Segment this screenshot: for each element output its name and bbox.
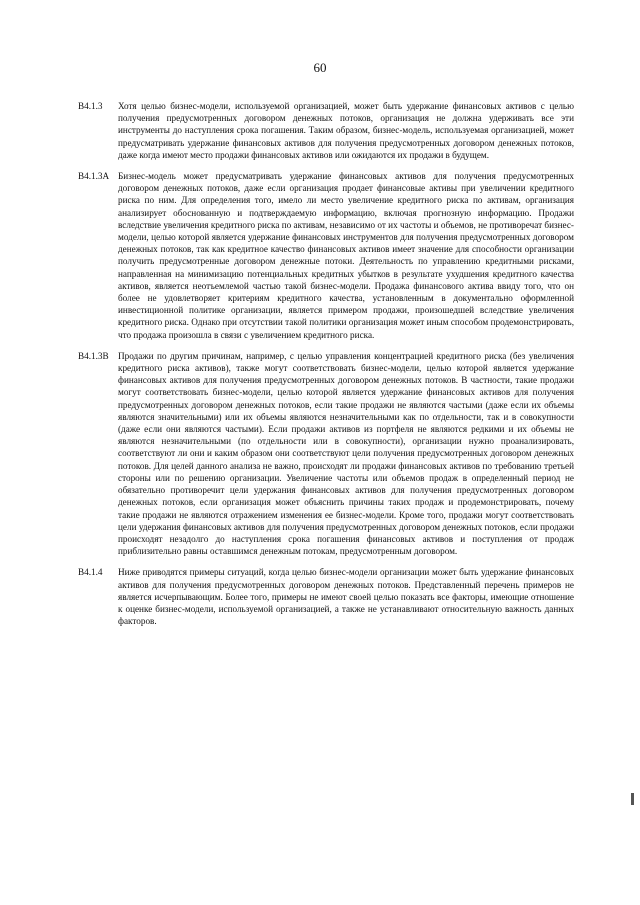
paragraph-text: Бизнес-модель может предусматривать удержание финансовых активов для получения предусмотренных договором денежных потоков, даже если организация продает финансовые активы при увеличении кредитного риска по ним. Для определения того, имело ли место увеличение кредитного риска по активам, организация анализирует обоснованную и подтверждаемую информацию, включая прогнозную информацию. Продажи вследствие увеличения кредитного риска по активам, независимо от их частоты и объемов, не противоречат бизнес-модели, целью которой является удержание финансовых инструментов для получения предусмотренных договором денежных потоков, так как кредитное качество финансовых активов имеет значение для способности организации получить предусмотренные договором денежные потоки. Деятельность по управлению кредитными рисками, направленная на минимизацию потенциальных кредитных убытков в результате ухудшения кредитного качества активов, является неотъемлемой частью такой бизнес-модели. Продажа финансового актива ввиду того, что он более не удовлетворяет критериям кредитного качества, установленным в документально оформленной инвестиционной политике организации, является примером продажи, произошедшей вследствие увеличения кредитного риска. Однако при отсутствии такой политики организация может иным способом продемонстрировать, что продажа произошла в связи с увеличением кредитного риска.	[118, 171, 574, 340]
paragraph-b4-1-3b	[78, 350, 574, 557]
document-body	[78, 100, 574, 636]
page-number: 60	[313, 60, 327, 75]
paragraph-b4-1-3a	[78, 170, 574, 341]
paragraph-text: Ниже приводятся примеры ситуаций, когда целью бизнес-модели организации может быть удержание финансовых активов для получения предусмотренных договором денежных потоков. Представленный перечень примеров не является исчерпывающим. Более того, примеры не имеют своей целью показать все факторы, имеющие отношение к оценке бизнес-модели, используемой организацией, а также не устанавливают относительную важность данных факторов.	[118, 567, 574, 627]
paragraph-b4-1-4	[78, 566, 574, 627]
paragraph-text: Хотя целью бизнес-модели, используемой организацией, может быть удержание финансовых активов с целью получения предусмотренных договором денежных потоков, организация не должна удерживать все эти инструменты до наступления срока погашения. Таким образом, бизнес-модель, используемая организацией, может предусматривать удержание финансовых активов для получения предусмотренных договором денежных потоков, даже когда имеют место продажи финансовых активов или ожидаются их продажи в будущем.	[118, 101, 574, 160]
paragraph-id: B4.1.3	[78, 101, 103, 111]
paragraph-id: B4.1.3A	[78, 171, 110, 182]
paragraph-text: Продажи по другим причинам, например, с целью управления концентрацией кредитного риска (без увеличения кредитного риска активов), также могут соответствовать бизнес-модели, целью которой является удержание финансовых активов для получения предусмотренных договором денежных потоков. В частности, такие продажи могут соответствовать бизнес-модели, целью которой является удержание финансовых активов для получения предусмотренных договором денежных потоков, если такие продажи не являются частыми (даже если их объемы являются значительными) или их объемы являются незначительными как по отдельности, так и в совокупности (даже если они являются частыми). Если продажи активов из портфеля не являются редкими и их объемы не являются незначительными (по отдельности или в совокупности), организации нужно проанализировать, соответствуют ли они и каким образом они соответствуют цели получения предусмотренных договором денежных потоков. Для целей данного анализа не важно, происходят ли продажи финансовых активов по требованию третьей стороны или по решению организации. Увеличение частоты или объемов продаж в определенный период не обязательно противоречит цели удержания финансовых активов для получения предусмотренных договором денежных потоков, если организация может объяснить причины таких продаж и продемонстрировать, почему такие продажи не являются отражением изменения ее бизнес-модели. Кроме того, продажи могут соответствовать цели удержания финансовых активов для получения предусмотренных договором денежных потоков, если продажи происходят незадолго до наступления срока погашения финансовых активов и поступления от продаж приблизительно равны оставшимся денежным потокам, предусмотренным договором.	[118, 350, 574, 557]
paragraph-id: B4.1.4	[78, 567, 103, 578]
paragraph-id: B4.1.3B	[78, 350, 109, 361]
paragraph-b4-1-3	[78, 100, 574, 161]
scan-edge-mark	[631, 793, 634, 805]
